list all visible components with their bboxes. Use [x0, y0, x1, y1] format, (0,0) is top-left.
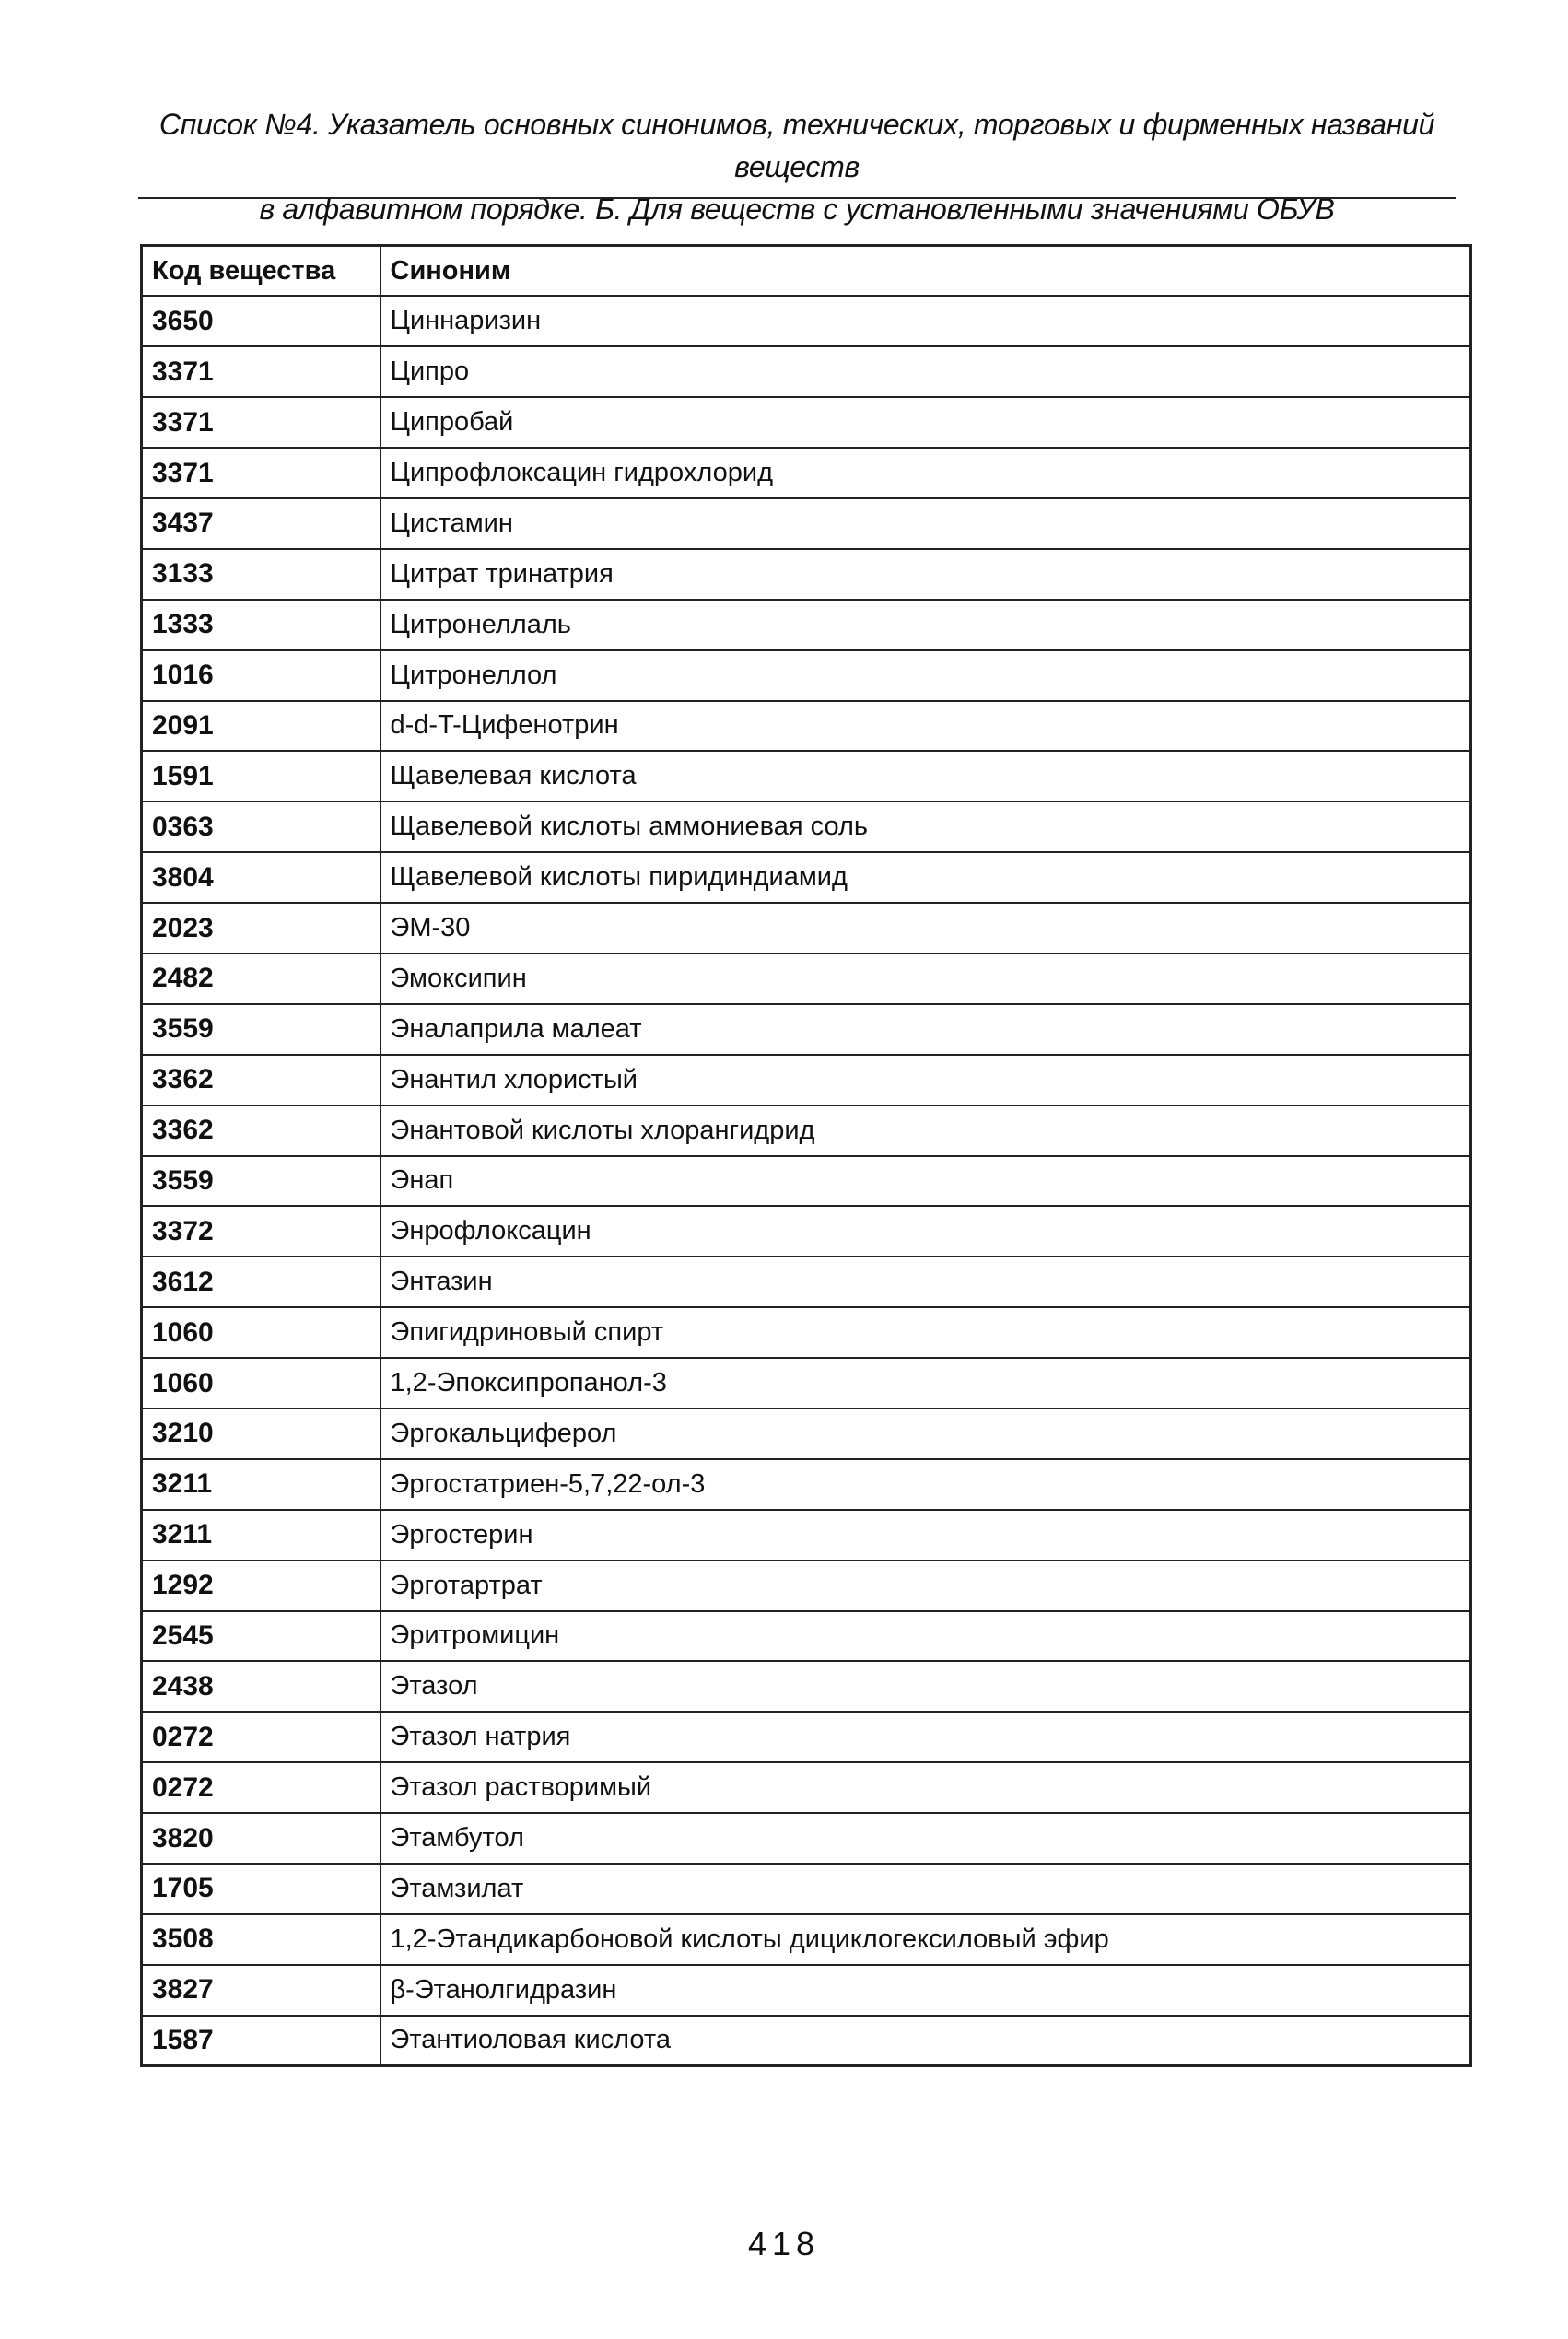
table-row [142, 296, 1471, 346]
table-row [142, 1257, 1471, 1307]
column-header-code: Код вещества [142, 246, 380, 297]
substance-code-cell: 2545 [142, 1611, 380, 1662]
table-row [142, 1762, 1471, 1813]
table-row [142, 397, 1471, 448]
substance-code-cell: 3362 [142, 1105, 380, 1156]
substance-code-cell: 3804 [142, 852, 380, 903]
table-row [142, 1510, 1471, 1561]
synonym-cell: Щавелевой кислоты пиридиндиамид [380, 852, 1471, 903]
table-row [142, 1864, 1471, 1914]
substance-code-cell: 3559 [142, 1156, 380, 1207]
synonym-cell: 1,2-Этандикарбоновой кислоты дициклогексиловый эфир [380, 1914, 1471, 1965]
substance-code-cell: 1060 [142, 1358, 380, 1409]
page-number: 418 [747, 2225, 821, 2263]
table-row [142, 1914, 1471, 1965]
column-header-synonym: Синоним [380, 246, 1471, 297]
table-row [142, 1561, 1471, 1611]
substance-code-cell: 3362 [142, 1055, 380, 1105]
table-row [142, 852, 1471, 903]
synonym-table [140, 244, 1472, 2067]
synonym-cell: Энантил хлористый [380, 1055, 1471, 1105]
substance-code-cell: 0272 [142, 1762, 380, 1813]
table-row [142, 1712, 1471, 1762]
substance-code-cell: 3372 [142, 1206, 380, 1257]
synonym-cell: Этантиоловая кислота [380, 2016, 1471, 2066]
substance-code-cell: 3437 [142, 498, 380, 549]
synonym-cell: Цистамин [380, 498, 1471, 549]
substance-code-cell: 3827 [142, 1965, 380, 2016]
substance-code-cell: 2438 [142, 1661, 380, 1712]
synonym-cell: Эргостатриен-5,7,22-ол-3 [380, 1459, 1471, 1510]
table-row [142, 600, 1471, 650]
substance-code-cell: 3371 [142, 397, 380, 448]
table-row [142, 498, 1471, 549]
synonym-cell: Эритромицин [380, 1611, 1471, 1662]
synonym-cell: Щавелевая кислота [380, 751, 1471, 801]
substance-code-cell: 1591 [142, 751, 380, 801]
synonym-cell: Эмоксипин [380, 953, 1471, 1004]
substance-code-cell: 1016 [142, 650, 380, 701]
synonym-cell: Эргостерин [380, 1510, 1471, 1561]
substance-code-cell: 3211 [142, 1510, 380, 1561]
substance-code-cell: 3371 [142, 346, 380, 397]
header-divider [138, 197, 1456, 199]
table-row [142, 1055, 1471, 1105]
synonym-cell: Циннаризин [380, 296, 1471, 346]
page-header [138, 103, 1456, 230]
substance-code-cell: 3820 [142, 1813, 380, 1864]
table-body [142, 296, 1471, 2065]
table-row [142, 1813, 1471, 1864]
substance-code-cell: 1333 [142, 600, 380, 650]
synonym-cell: Этамзилат [380, 1864, 1471, 1914]
table-row [142, 1358, 1471, 1409]
table-row [142, 1156, 1471, 1207]
synonym-cell: ЭМ-30 [380, 903, 1471, 953]
substance-code-cell: 1060 [142, 1307, 380, 1358]
synonym-cell: Ципрофлоксацин гидрохлорид [380, 448, 1471, 498]
synonym-cell: Цитронеллаль [380, 600, 1471, 650]
synonym-cell: Этамбутол [380, 1813, 1471, 1864]
substance-code-cell: 3371 [142, 448, 380, 498]
substance-code-cell: 2482 [142, 953, 380, 1004]
synonym-cell: 1,2-Эпоксипропанол-3 [380, 1358, 1471, 1409]
substance-code-cell: 1292 [142, 1561, 380, 1611]
table-row [142, 701, 1471, 752]
synonym-cell: β-Этанолгидразин [380, 1965, 1471, 2016]
header-line-1: Список №4. Указатель основных синонимов, технических, торговых и фирменных названий веществ [158, 108, 1435, 183]
synonym-cell: Ципробай [380, 397, 1471, 448]
table-row [142, 1105, 1471, 1156]
table-row [142, 346, 1471, 397]
table-row [142, 549, 1471, 600]
table-row [142, 751, 1471, 801]
table-header-row [142, 246, 1471, 297]
synonym-cell: Эргокальциферол [380, 1409, 1471, 1459]
synonym-cell: Этазол [380, 1661, 1471, 1712]
substance-code-cell: 3133 [142, 549, 380, 600]
synonym-cell: Этазол натрия [380, 1712, 1471, 1762]
synonym-cell: Цитрат тринатрия [380, 549, 1471, 600]
substance-code-cell: 3508 [142, 1914, 380, 1965]
table-row [142, 1611, 1471, 1662]
table-row [142, 448, 1471, 498]
table-row [142, 1206, 1471, 1257]
substance-code-cell: 3612 [142, 1257, 380, 1307]
substance-code-cell: 2091 [142, 701, 380, 752]
synonym-cell: Энрофлоксацин [380, 1206, 1471, 1257]
table-row [142, 1661, 1471, 1712]
table-row [142, 2016, 1471, 2066]
synonym-cell: Эналаприла малеат [380, 1004, 1471, 1055]
synonym-cell: Энтазин [380, 1257, 1471, 1307]
substance-code-cell: 0272 [142, 1712, 380, 1762]
substance-code-cell: 1705 [142, 1864, 380, 1914]
synonym-cell: Энантовой кислоты хлорангидрид [380, 1105, 1471, 1156]
synonym-cell: Энап [380, 1156, 1471, 1207]
table-row [142, 801, 1471, 852]
synonym-cell: d-d-T-Цифенотрин [380, 701, 1471, 752]
table-row [142, 1004, 1471, 1055]
synonym-cell: Ципро [380, 346, 1471, 397]
synonym-cell: Эрготартрат [380, 1561, 1471, 1611]
table-row [142, 650, 1471, 701]
synonym-cell: Эпигидриновый спирт [380, 1307, 1471, 1358]
substance-code-cell: 3650 [142, 296, 380, 346]
synonym-table-container [140, 244, 1472, 2067]
table-row [142, 1965, 1471, 2016]
table-row [142, 903, 1471, 953]
synonym-cell: Щавелевой кислоты аммониевая соль [380, 801, 1471, 852]
substance-code-cell: 1587 [142, 2016, 380, 2066]
synonym-cell: Этазол растворимый [380, 1762, 1471, 1813]
substance-code-cell: 2023 [142, 903, 380, 953]
substance-code-cell: 3211 [142, 1459, 380, 1510]
table-row [142, 953, 1471, 1004]
substance-code-cell: 3559 [142, 1004, 380, 1055]
substance-code-cell: 3210 [142, 1409, 380, 1459]
table-row [142, 1307, 1471, 1358]
synonym-cell: Цитронеллол [380, 650, 1471, 701]
header-line-2: в алфавитном порядке. Б. Для веществ с установленными значениями ОБУВ [259, 193, 1335, 226]
table-row [142, 1459, 1471, 1510]
table-row [142, 1409, 1471, 1459]
substance-code-cell: 0363 [142, 801, 380, 852]
